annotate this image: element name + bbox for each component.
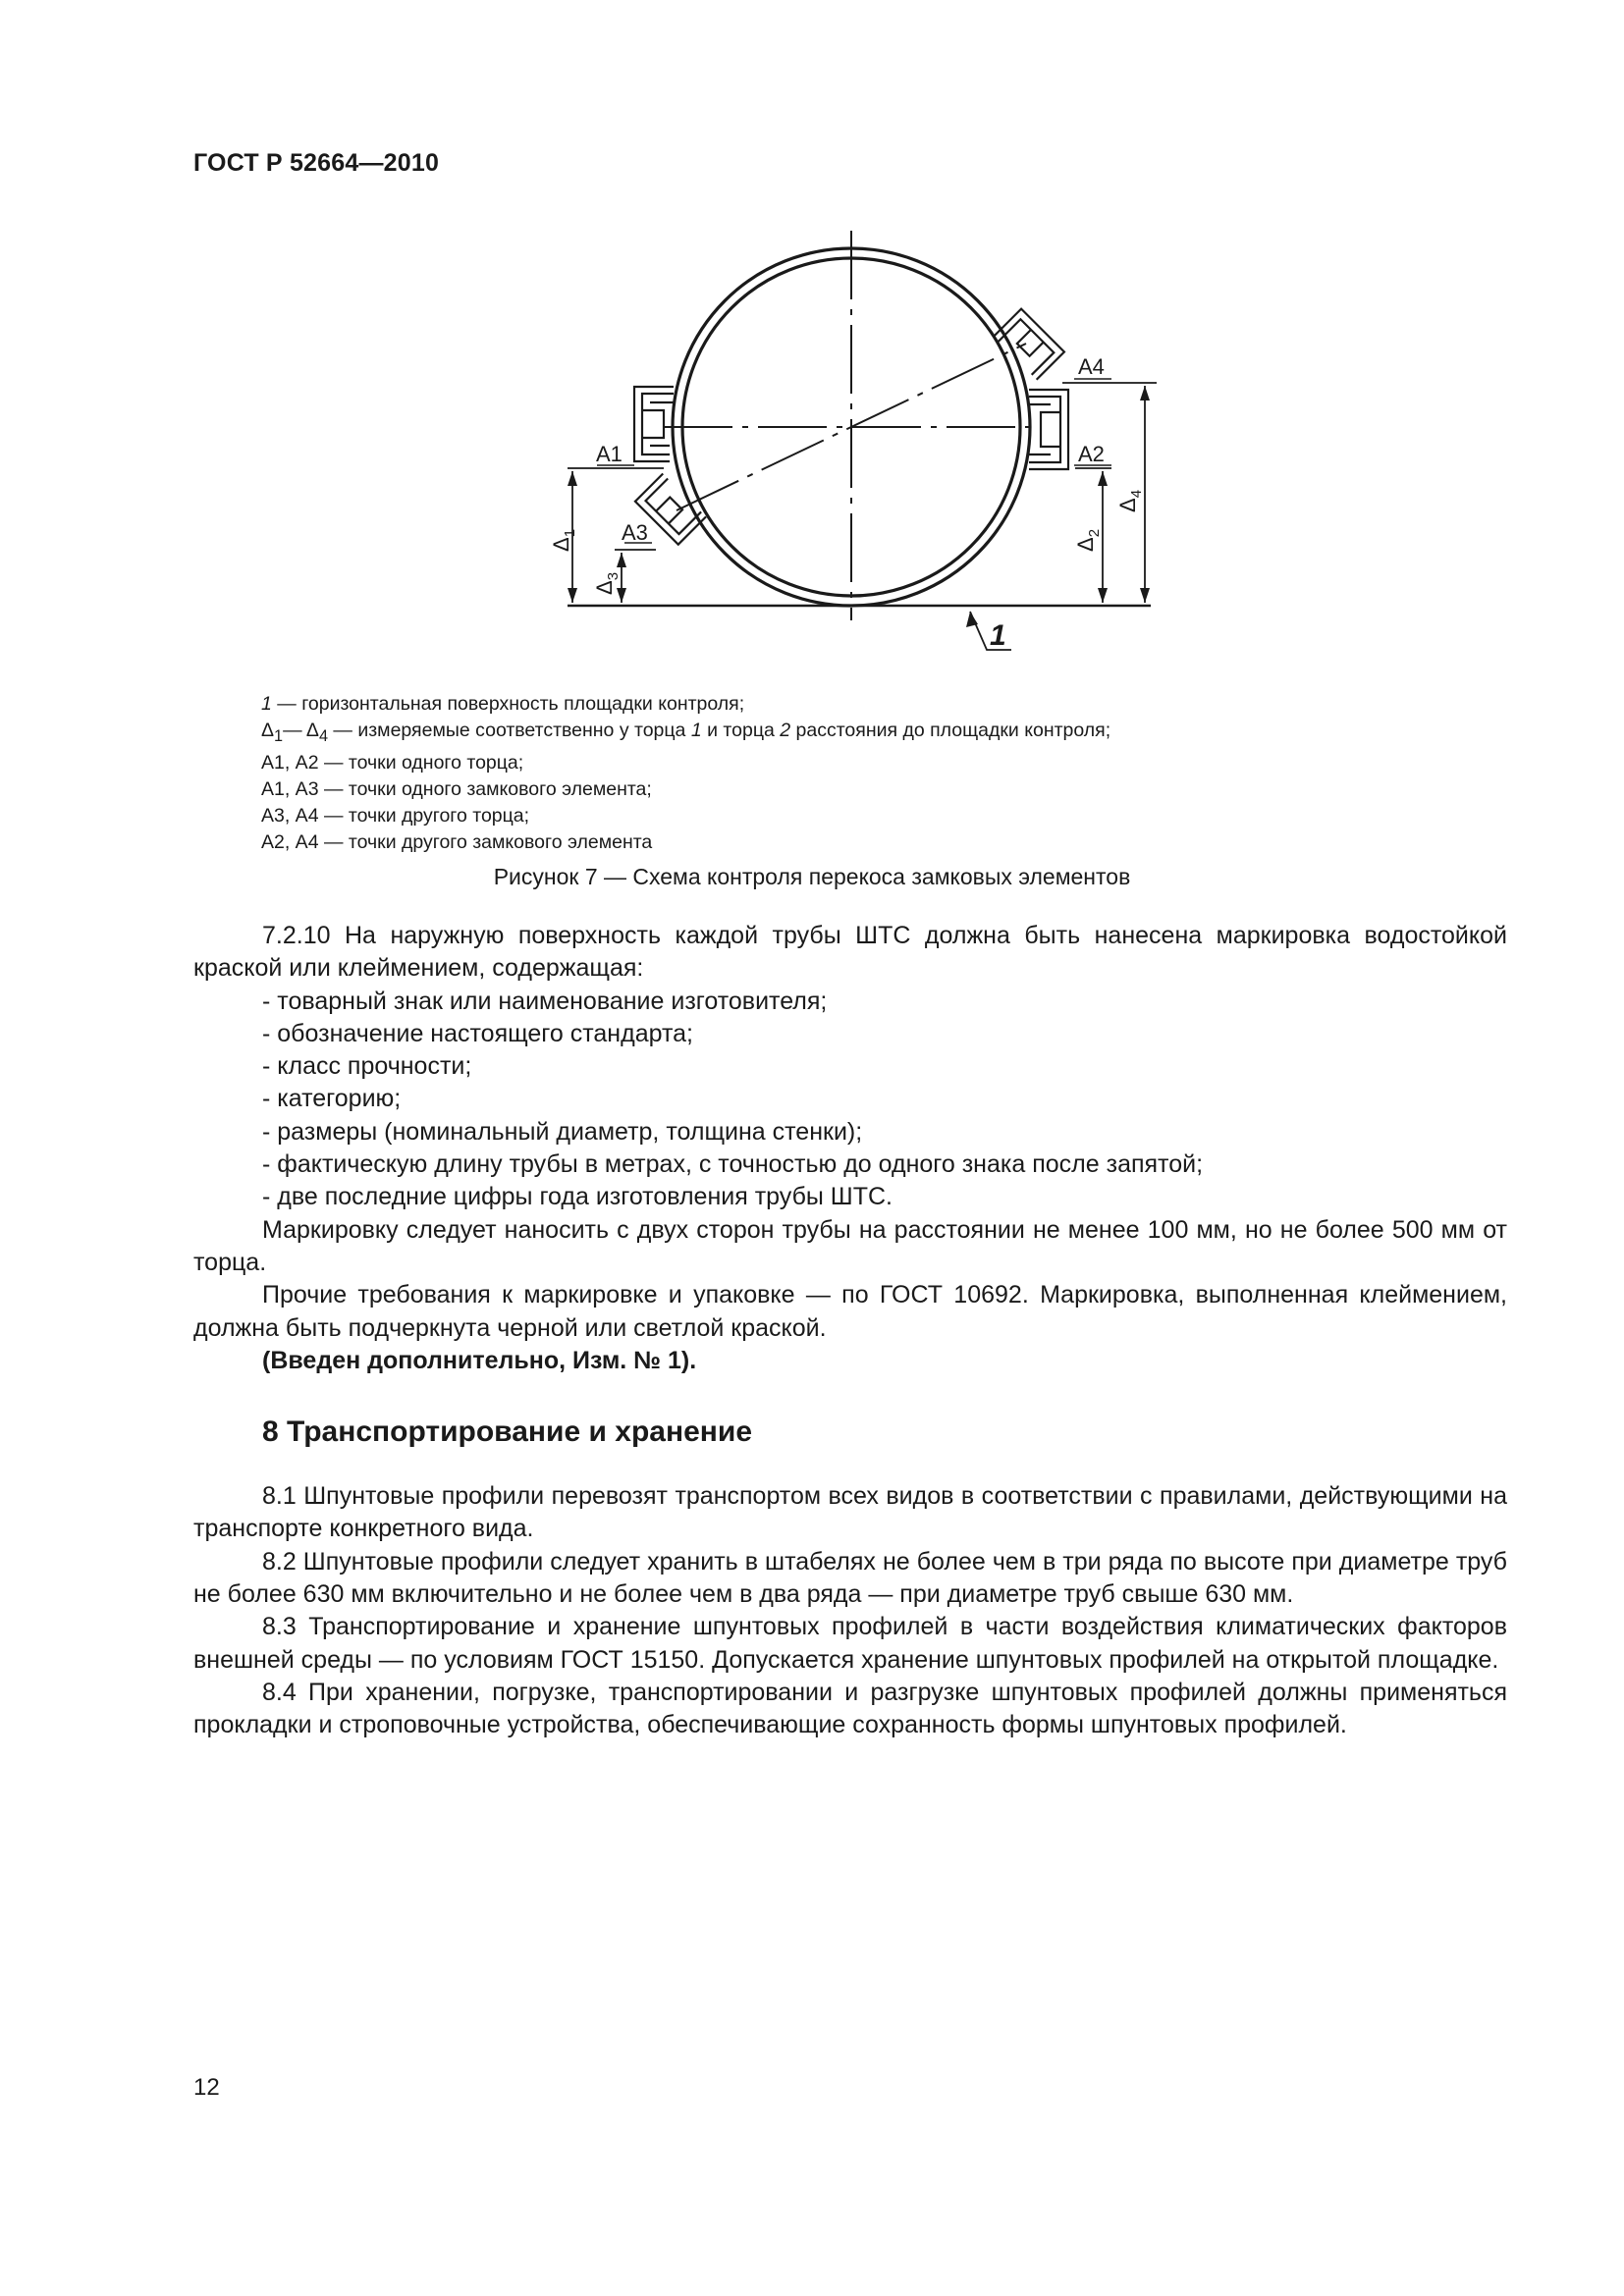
label-delta3: $\Delta_3$ <box>592 571 622 595</box>
page-header-standard-code: ГОСТ Р 52664—2010 <box>193 149 440 177</box>
list-item: - размеры (номинальный диаметр, толщина стенки); <box>262 1117 863 1146</box>
lock-element-a1 <box>634 387 674 461</box>
list-item: - две последние цифры года изготовления трубы ШТС. <box>262 1183 893 1211</box>
label-a4: A4 <box>1078 354 1105 379</box>
list-item: - категорию; <box>262 1085 402 1113</box>
paragraph-7-2-10-intro: 7.2.10 На наружную поверхность каждой трубы ШТС должна быть нанесена маркировка водостойкой краской или клеймением, содержащая: <box>193 922 1507 983</box>
paragraph-8-3: 8.3 Транспортирование и хранение шпунтовых профилей в части воздействия климатических факторов внешней среды — по условиям ГОСТ 15150. Допускается хранение шпунтовых профилей на открытой площадке. <box>193 1613 1507 1674</box>
list-item: - фактическую длину трубы в метрах, с точностью до одного знака после запятой; <box>262 1150 1204 1179</box>
figure-lock-skew-diagram <box>530 221 1168 672</box>
legend-item: А2, А4 — точки другого замкового элемента <box>261 830 653 853</box>
figure-legend <box>261 691 1110 856</box>
arrow-d2-top <box>1098 471 1108 486</box>
paragraph-marking-location: Маркировку следует наносить с двух сторон трубы на расстоянии не менее 100 мм, но не более 500 мм от торца. <box>193 1215 1507 1276</box>
figure-caption: Рисунок 7 — Схема контроля перекоса замковых элементов <box>493 864 1131 889</box>
paragraph-8-1: 8.1 Шпунтовые профили перевозят транспортом всех видов в соответствии с правилами, действующими на транспорте конкретного вида. <box>193 1482 1507 1543</box>
arrow-d1-top <box>568 471 577 486</box>
label-a3: A3 <box>622 520 648 545</box>
label-a1: A1 <box>596 442 623 466</box>
diagram-svg <box>530 221 1168 672</box>
arrow-d3-bottom <box>617 588 626 603</box>
legend-item: А1, А3 — точки одного замкового элемента; <box>261 777 652 800</box>
list-item: - товарный знак или наименование изготовителя; <box>262 987 828 1015</box>
label-ref1: 1 <box>990 619 1006 652</box>
main-text <box>193 920 1507 1742</box>
label-delta1: $\Delta_1$ <box>549 528 578 552</box>
section-8-heading: 8 Транспортирование и хранение <box>262 1415 753 1449</box>
lock-element-a4 <box>994 309 1064 380</box>
label-delta2: $\Delta_2$ <box>1073 528 1103 552</box>
paragraph-marking-other: Прочие требования к маркировке и упаковке — по ГОСТ 10692. Маркировка, выполненная клеймением, должна быть подчеркнута черной или светлой краской. <box>193 1281 1507 1342</box>
arrow-d4-bottom <box>1140 588 1150 603</box>
legend-item: $\Delta_1—$ $\Delta_4$ — измеряемые соответственно у торца 1 и торца 2 расстояния до площадки контроля; <box>261 720 1111 745</box>
list-item: - обозначение настоящего стандарта; <box>262 1019 693 1047</box>
arrow-d2-bottom <box>1098 588 1108 603</box>
legend-item: 1 — горизонтальная поверхность площадки контроля; <box>261 693 745 715</box>
list-item: - класс прочности; <box>262 1052 472 1081</box>
arrow-d4-top <box>1140 386 1150 400</box>
paragraph-8-2: 8.2 Шпунтовые профили следует хранить в штабелях не более чем в три ряда по высоте при диаметре труб не более 630 мм включительно и не более чем в два ряда — при диаметре труб свыше 630 мм. <box>193 1547 1507 1609</box>
lock-element-a2 <box>1029 390 1068 469</box>
legend-item: А3, А4 — точки другого торца; <box>261 804 530 827</box>
page-number: 12 <box>193 2074 220 2101</box>
arrow-d3-top <box>617 553 626 567</box>
legend-item: А1, А2 — точки одного торца; <box>261 751 524 774</box>
arrow-d1-bottom <box>568 588 577 603</box>
label-delta4: $\Delta_4$ <box>1115 489 1145 512</box>
amendment-note: (Введен дополнительно, Изм. № 1). <box>262 1346 697 1374</box>
label-a2: A2 <box>1078 442 1105 466</box>
paragraph-8-4: 8.4 При хранении, погрузке, транспортировании и разгрузке шпунтовых профилей должны применяться прокладки и строповочные устройства, обеспечивающие сохранность формы шпунтовых профилей. <box>193 1678 1507 1739</box>
